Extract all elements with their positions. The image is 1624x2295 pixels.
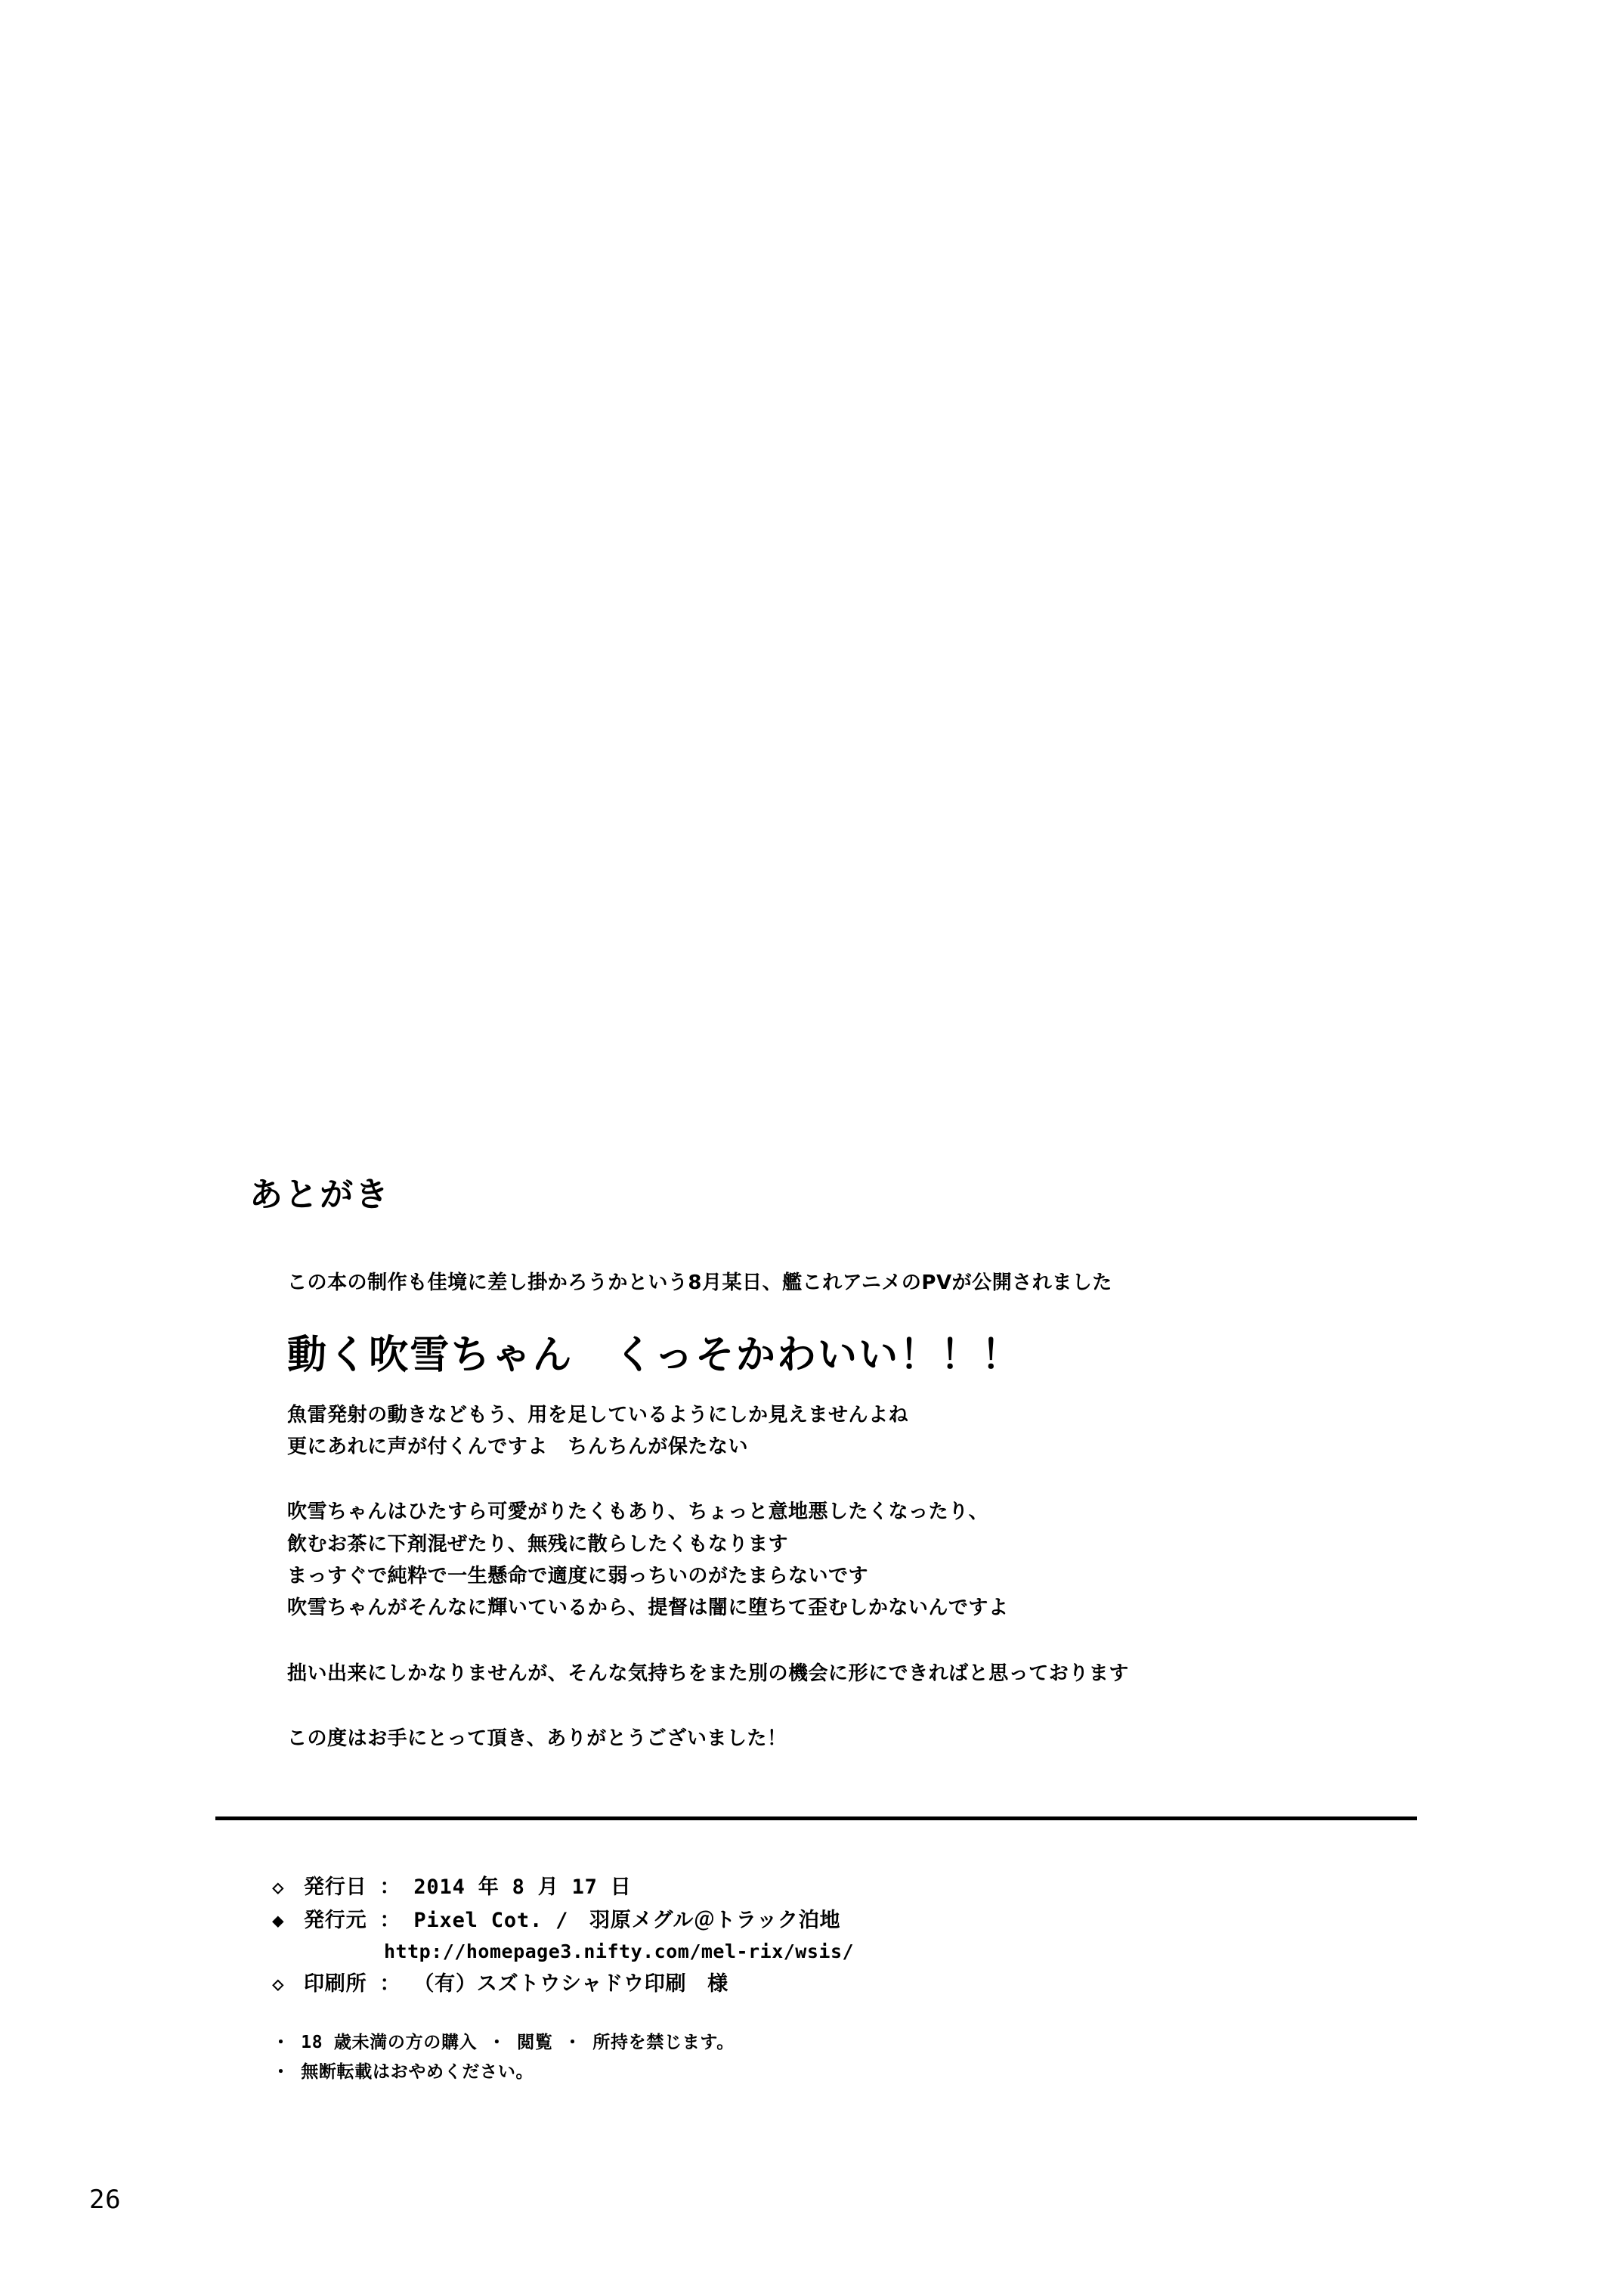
colophon-row-publication-date bbox=[272, 1871, 1406, 1904]
paragraph-spacer bbox=[287, 1462, 1459, 1497]
afterword-paragraph-line: 拙い出来にしかなりませんが、そんな気持ちをまた別の機会に形にできればと思っております bbox=[287, 1662, 1129, 1685]
afterword-paragraph-line: まっすぐで純粋で一生懸命で適度に弱っちいのがたまらないです bbox=[287, 1564, 869, 1587]
diamond-outline-icon: ◇ bbox=[272, 1876, 285, 1899]
afterword-body bbox=[287, 1268, 1459, 1754]
colophon-label: 印刷所 ： （有）スズトウシャドウ印刷 様 bbox=[304, 1971, 728, 1996]
paragraph-spacer bbox=[287, 1689, 1459, 1724]
notice-item: ・ 18 歳未満の方の購入 ・ 閲覧 ・ 所持を禁じます。 bbox=[272, 2032, 735, 2052]
colophon-section bbox=[272, 1871, 1406, 2088]
afterword-paragraph-line: 更にあれに声が付くんですよ ちんちんが保たない bbox=[287, 1436, 748, 1459]
afterword-paragraph-line: 吹雪ちゃんはひたすら可愛がりたくもあり、ちょっと意地悪したくなったり、 bbox=[287, 1501, 989, 1524]
afterword-paragraph-line: 吹雪ちゃんがそんなに輝いているから、提督は闇に堕ちて歪むしかないんですよ bbox=[287, 1597, 1009, 1620]
notice-item: ・ 無断転載はおやめください。 bbox=[272, 2062, 534, 2083]
afterword-section bbox=[249, 1175, 1459, 1754]
afterword-paragraph-line: この度はお手にとって頂き、ありがとうございました！ bbox=[287, 1727, 787, 1750]
colophon-website-url[interactable]: http://homepage3.nifty.com/mel-rix/wsis/ bbox=[384, 1940, 855, 1963]
colophon-row-printer bbox=[272, 1968, 1406, 2001]
afterword-paragraph-line: 魚雷発射の動きなどもう、用を足しているようにしか見えませんよね bbox=[287, 1403, 909, 1426]
paragraph-spacer bbox=[287, 1624, 1459, 1659]
afterword-lead-line: この本の制作も佳境に差し掛かろうかという8月某日、艦これアニメのPVが公開されました bbox=[287, 1271, 1112, 1294]
diamond-filled-icon: ◆ bbox=[272, 1909, 285, 1932]
colophon-label: 発行日 ： 2014 年 8 月 17 日 bbox=[304, 1875, 632, 1899]
horizontal-divider bbox=[215, 1816, 1417, 1820]
colophon-label: 発行元 ： Pixel Cot. / 羽原メグル＠トラック泊地 bbox=[304, 1908, 841, 1932]
afterword-emphasis-line: 動く吹雪ちゃん くっそかわいい！！！ bbox=[287, 1332, 1022, 1378]
page-number: 26 bbox=[89, 2185, 122, 2215]
diamond-outline-icon: ◇ bbox=[272, 1972, 285, 1996]
afterword-heading: あとがき bbox=[249, 1175, 391, 1214]
notice-list bbox=[272, 2028, 1406, 2088]
colophon-row-publisher bbox=[272, 1904, 1406, 1937]
afterword-paragraph-line: 飲むお茶に下剤混ぜたり、無残に散らしたくもなります bbox=[287, 1532, 789, 1556]
